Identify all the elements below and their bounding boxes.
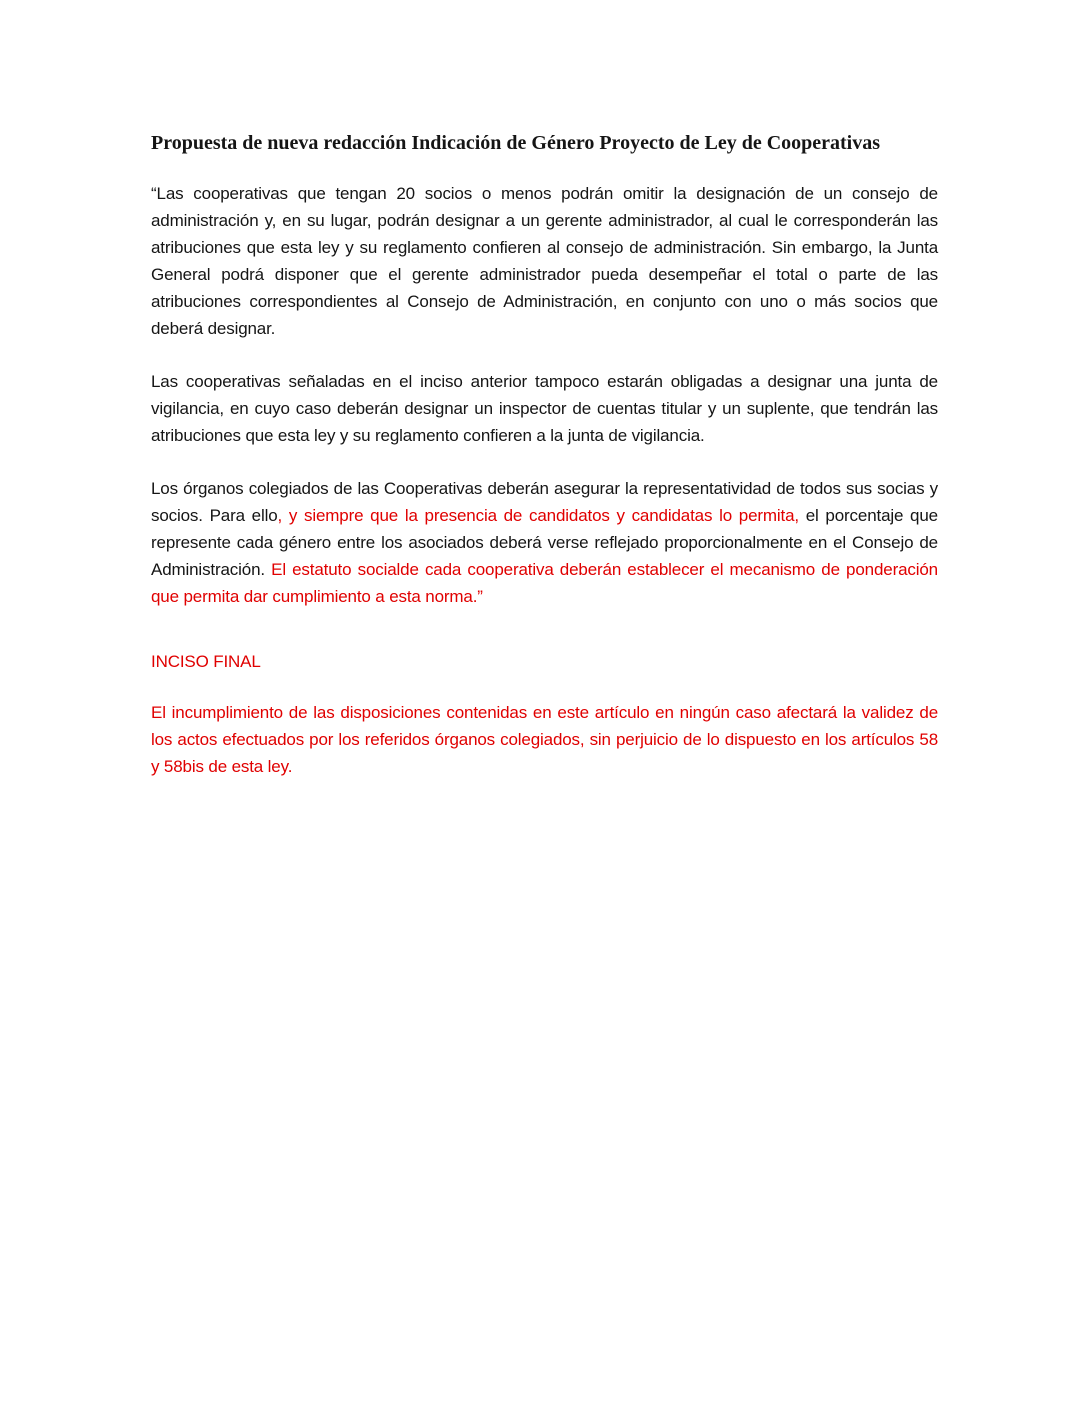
inciso-final-heading: INCISO FINAL xyxy=(151,652,261,671)
paragraph-junta-vigilancia xyxy=(151,368,938,449)
text-run-red: , y siempre que la presencia de candidatos y candidatas lo permita, xyxy=(277,506,799,525)
paragraph-organos-colegiados xyxy=(151,475,938,610)
paragraph-cooperativas-20-socios xyxy=(151,180,938,342)
paragraph-incumplimiento xyxy=(151,699,938,780)
text-run-red: El incumplimiento de las disposiciones contenidas en este artículo en ningún caso afectará la validez de los actos efectuados por los referidos órganos colegiados, sin perjuicio de lo dispuesto en los artículos 58 y 58bis de esta ley. xyxy=(151,703,938,776)
text-run-black: el porcentaje que represente cada género entre los asociados deberá verse reflejado proporcionalmente en el Consejo de Administración. xyxy=(151,506,938,579)
document-page xyxy=(151,130,938,806)
text-run-black: Las cooperativas señaladas en el inciso anterior tampoco estarán obligadas a designar una junta de vigilancia, en cuyo caso deberán designar un inspector de cuentas titular y un suplente, que tendrán las atribuciones que esta ley y su reglamento confieren a la junta de vigilancia. xyxy=(151,372,938,445)
text-run-black: Los órganos colegiados de las Cooperativas deberán asegurar la representatividad de todos sus socias y socios. Para ello xyxy=(151,479,938,525)
document-title: Propuesta de nueva redacción Indicación de Género Proyecto de Ley de Cooperativas xyxy=(151,132,881,154)
text-run-red: El estatuto socialde cada cooperativa deberán establecer el mecanismo de ponderación que permita dar cumplimiento a esta norma.” xyxy=(151,560,938,606)
text-run-black: “Las cooperativas que tengan 20 socios o menos podrán omitir la designación de un consejo de administración y, en su lugar, podrán designar a un gerente administrador, al cual le corresponderán las atribuciones que esta ley y su reglamento confieren al consejo de administración. Sin embargo, la Junta General podrá disponer que el gerente administrador pueda desempeñar el total o parte de las atribuciones correspondientes al Consejo de Administración, en conjunto con uno o más socios que deberá designar. xyxy=(151,184,938,338)
